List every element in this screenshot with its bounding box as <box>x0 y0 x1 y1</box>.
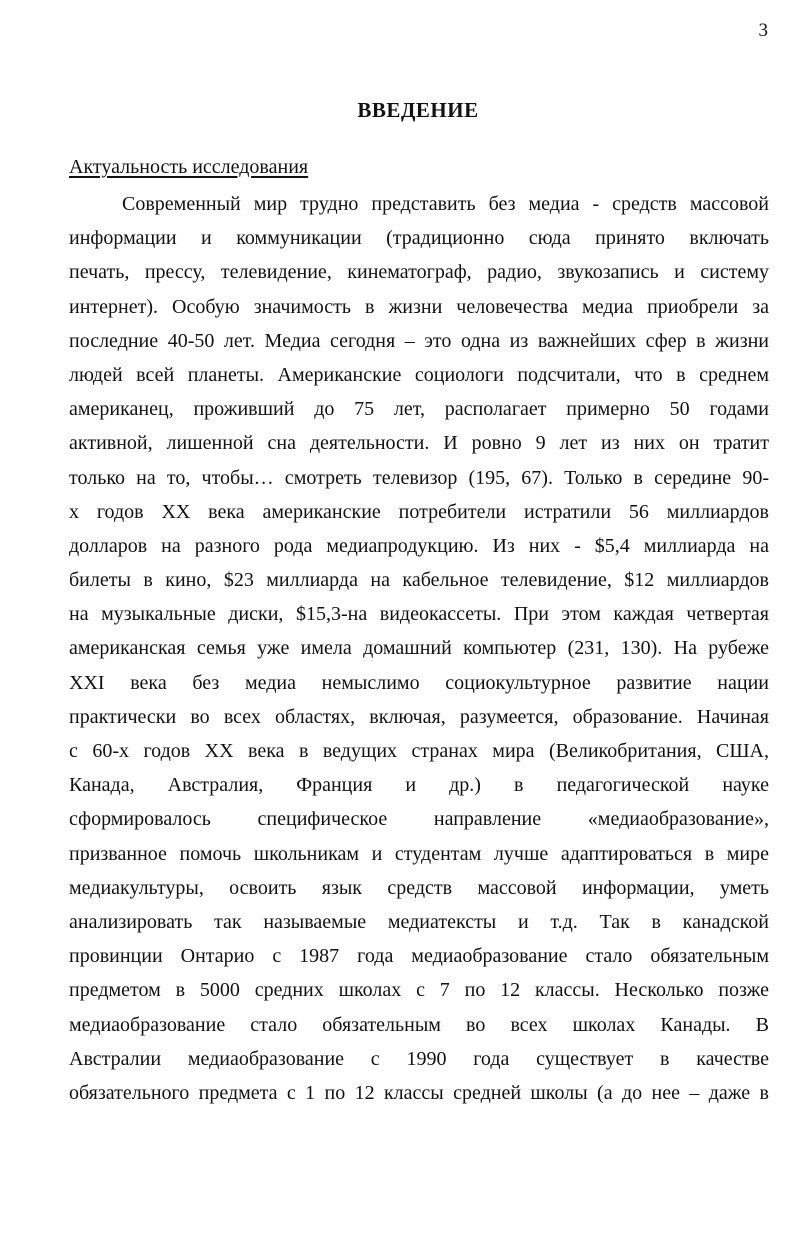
page-number: 3 <box>758 20 768 41</box>
text-line: интернет). Особую значимость в жизни человечества медиа приобрели за <box>69 295 769 318</box>
text-line: печать, прессу, телевидение, кинематограф, радио, звукозапись и систему <box>69 261 769 284</box>
text-line: XXI века без медиа немыслимо социокультурное развитие нации <box>69 671 769 694</box>
text-line: медиаобразование стало обязательным во всех школах Канады. В <box>69 1013 769 1036</box>
text-line: с 60-х годов XX века в ведущих странах мира (Великобритания, США, <box>69 740 769 762</box>
text-line: билеты в кино, $23 миллиарда на кабельное телевидение, $12 миллиардов <box>69 569 769 592</box>
text-line: долларов на разного рода медиапродукцию. Из них - $5,4 миллиарда на <box>69 534 769 557</box>
text-line: Канада, Австралия, Франция и др.) в педагогической науке <box>69 774 769 797</box>
text-line: предметом в 5000 средних школах с 7 по 12 классы. Несколько позже <box>69 979 769 1002</box>
text-line: анализировать так называемые медиатексты и т.д. Так в канадской <box>69 910 769 933</box>
text-line: Современный мир трудно представить без медиа - средств массовой <box>122 193 769 215</box>
page-heading: ВВЕДЕНИЕ <box>357 98 479 122</box>
text-line: обязательного предмета с 1 по 12 классы средней школы (а до нее – даже в <box>69 1081 769 1104</box>
text-line: на музыкальные диски, $15,3-на видеокассеты. При этом каждая четвертая <box>69 603 769 626</box>
text-line: информации и коммуникации (традиционно сюда принято включать <box>69 227 769 250</box>
text-line: практически во всех областях, включая, разумеется, образование. Начиная <box>69 705 769 728</box>
text-line: призванное помочь школьникам и студентам лучше адаптироваться в мире <box>69 842 769 865</box>
section-title: Актуальность исследования <box>69 156 309 178</box>
text-line: провинции Онтарио с 1987 года медиаобразование стало обязательным <box>69 945 769 968</box>
text-line: медиакультуры, освоить язык средств массовой информации, уметь <box>69 876 769 899</box>
text-line: людей всей планеты. Американские социологи подсчитали, что в среднем <box>69 363 769 386</box>
text-line: активной, лишенной сна деятельности. И ровно 9 лет из них он тратит <box>69 432 769 455</box>
body-paragraph <box>69 187 769 1110</box>
text-line: только на то, чтобы… смотреть телевизор (195, 67). Только в середине 90- <box>69 466 769 489</box>
text-line: Австралии медиаобразование с 1990 года существует в качестве <box>69 1047 769 1070</box>
text-line: американская семья уже имела домашний компьютер (231, 130). На рубеже <box>69 637 769 660</box>
text-line: сформировалось специфическое направление «медиаобразование», <box>69 808 769 831</box>
text-line: последние 40-50 лет. Медиа сегодня – это одна из важнейших сфер в жизни <box>69 329 769 352</box>
text-line: х годов XX века американские потребители истратили 56 миллиардов <box>69 500 769 523</box>
text-line: американец, проживший до 75 лет, располагает примерно 50 годами <box>69 398 769 421</box>
